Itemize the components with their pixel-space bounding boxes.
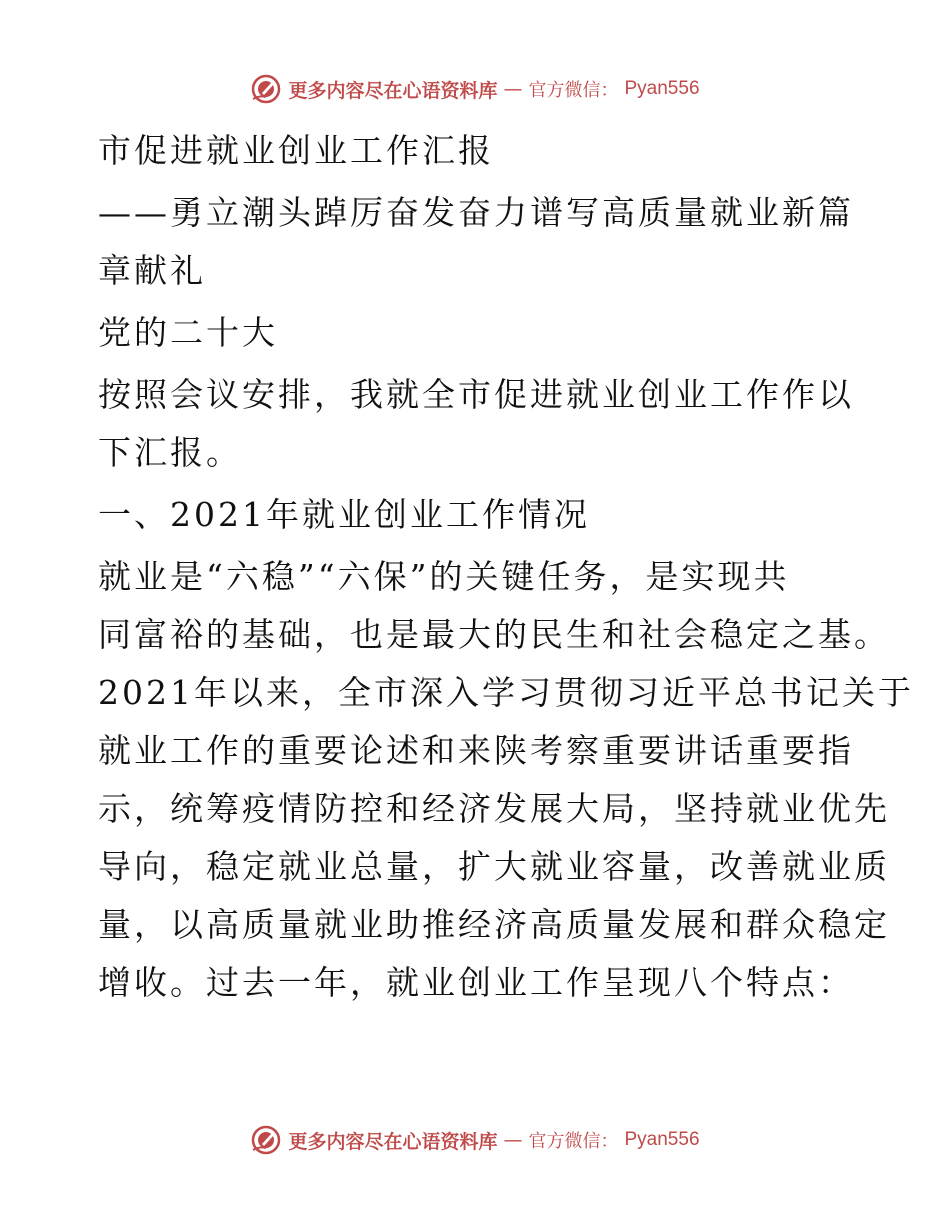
document-subtitle-line-3: 党的二十大 [98, 313, 278, 352]
paragraph-line: 就业工作的重要论述和来陕考察重要讲话重要指 [98, 731, 854, 770]
watermark-brand-text: 更多内容尽在心语资料库 [288, 79, 498, 102]
watermark-brand-text: 更多内容尽在心语资料库 [288, 1130, 498, 1153]
document-title: 市促进就业创业工作汇报 [98, 131, 494, 170]
watermark-dash: — [503, 1129, 523, 1151]
footer-watermark [0, 1122, 950, 1158]
header-watermark [0, 71, 950, 107]
watermark-official-label: 官方微信： [528, 80, 619, 101]
document-subtitle-line-1: ——勇立潮头踔厉奋发奋力谱写高质量就业新篇 [98, 193, 854, 232]
paragraph-line: 就业是“六稳”“六保”的关键任务，是实现共 [98, 557, 790, 596]
section-paragraph [98, 548, 914, 1012]
paragraph-line: 示，统筹疫情防控和经济发展大局，坚持就业优先 [98, 789, 890, 828]
section-heading: 一、2021年就业创业工作情况 [98, 495, 590, 534]
watermark-wechat-id: Pyan556 [624, 1129, 700, 1150]
intro-line-1: 按照会议安排，我就全市促进就业创业工作作以 [98, 375, 854, 414]
watermark-wechat-id: Pyan556 [624, 78, 700, 99]
paragraph-line: 导向，稳定就业总量，扩大就业容量，改善就业质 [98, 847, 890, 886]
watermark-logo-icon [250, 73, 282, 105]
paragraph-line: 量，以高质量就业助推经济高质量发展和群众稳定 [98, 905, 890, 944]
watermark-logo-icon [250, 1124, 282, 1156]
intro-line-2: 下汇报。 [98, 433, 242, 472]
paragraph-line: 2021年以来，全市深入学习贯彻习近平总书记关于 [98, 673, 914, 712]
paragraph-line: 同富裕的基础，也是最大的民生和社会稳定之基。 [98, 615, 890, 654]
paragraph-line: 增收。过去一年，就业创业工作呈现八个特点： [98, 963, 854, 1002]
watermark-dash: — [503, 78, 523, 100]
watermark-official-label: 官方微信： [528, 1131, 619, 1152]
document-body [98, 122, 914, 1012]
document-subtitle-line-2: 章献礼 [98, 251, 206, 290]
